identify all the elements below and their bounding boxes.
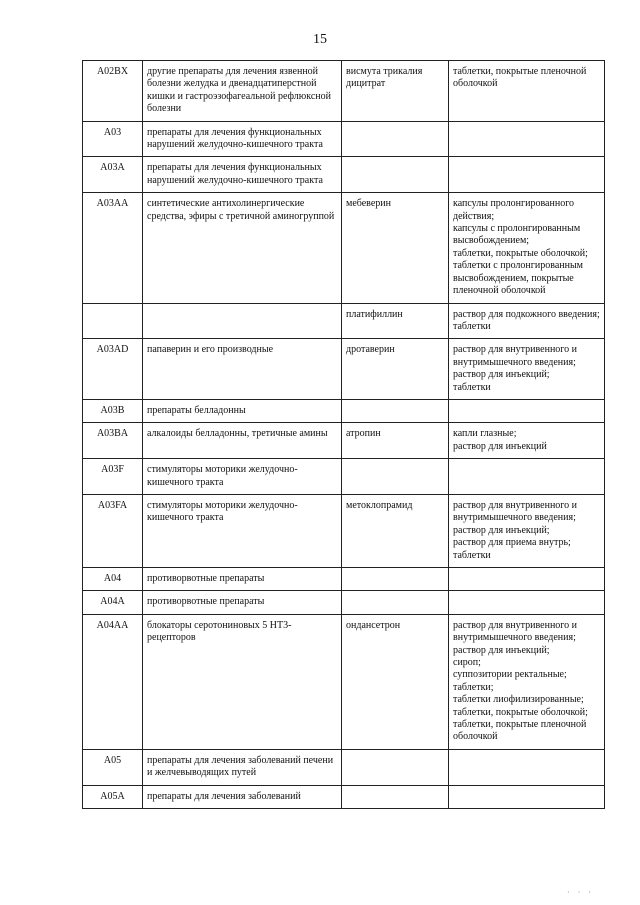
dosage-form-item: раствор для инъекций: [453, 440, 547, 452]
dosage-form-item: капсулы пролонгированного действия;: [453, 198, 575, 222]
dosage-forms-cell: [449, 339, 605, 400]
atc-code-cell: A05: [83, 749, 143, 785]
table-row: [83, 459, 605, 495]
dosage-form-item: таблетки, покрытые оболочкой;: [453, 706, 588, 718]
atc-code-cell: A04AA: [83, 614, 143, 749]
dosage-forms-cell: [449, 399, 605, 422]
dosage-forms-cell: [449, 193, 605, 303]
group-name-cell: препараты белладонны: [143, 399, 342, 422]
dosage-form-item: раствор для инъекций;: [453, 369, 550, 381]
dosage-form-item: раствор для приема внутрь;: [453, 537, 571, 549]
table-row: [83, 399, 605, 422]
substance-cell: висмута трикалия дицитрат: [342, 61, 449, 122]
group-name-cell: противорвотные препараты: [143, 568, 342, 591]
group-name-cell: другие препараты для лечения язвенной болезни желудка и двенадцатиперстной кишки и гастроэзофагеальной рефлюксной болезни: [143, 61, 342, 122]
dosage-forms-cell: [449, 568, 605, 591]
group-name-cell: препараты для лечения заболеваний: [143, 785, 342, 808]
table-row: [83, 193, 605, 303]
group-name-cell: блокаторы серотониновых 5 НТ3-рецепторов: [143, 614, 342, 749]
group-name-cell: стимуляторы моторики желудочно-кишечного тракта: [143, 459, 342, 495]
dosage-forms-cell: [449, 459, 605, 495]
dosage-forms-cell: [449, 785, 605, 808]
dosage-form-item: таблетки, покрытые пленочной оболочкой: [453, 719, 587, 743]
table-row: [83, 423, 605, 459]
table-row: [83, 157, 605, 193]
substance-cell: ондансетрон: [342, 614, 449, 749]
substance-cell: [342, 568, 449, 591]
dosage-form-item: раствор для внутривенного и внутримышечного введения;: [453, 344, 578, 368]
dosage-form-item: таблетки: [453, 549, 491, 561]
table-row: [83, 494, 605, 567]
atc-code-cell: A03AA: [83, 193, 143, 303]
dosage-forms-cell: [449, 61, 605, 122]
substance-cell: атропин: [342, 423, 449, 459]
dosage-form-item: таблетки лиофилизированные;: [453, 694, 584, 706]
substance-cell: дротаверин: [342, 339, 449, 400]
atc-code-cell: A05A: [83, 785, 143, 808]
dosage-form-item: таблетки: [453, 381, 491, 393]
dosage-form-item: таблетки, покрытые пленочной оболочкой: [453, 66, 587, 90]
substance-cell: платифиллин: [342, 303, 449, 339]
table-row: [83, 568, 605, 591]
atc-code-cell: A03FA: [83, 494, 143, 567]
dosage-forms-cell: [449, 121, 605, 157]
substance-cell: [342, 459, 449, 495]
dosage-forms-cell: [449, 614, 605, 749]
atc-code-cell: A04A: [83, 591, 143, 614]
substance-cell: [342, 399, 449, 422]
dosage-forms-cell: [449, 494, 605, 567]
substance-cell: мебеверин: [342, 193, 449, 303]
table-row: [83, 339, 605, 400]
dosage-form-item: таблетки;: [453, 681, 494, 693]
dosage-form-item: раствор для инъекций;: [453, 644, 550, 656]
dosage-forms-cell: [449, 303, 605, 339]
atc-code-cell: [83, 303, 143, 339]
substance-cell: [342, 591, 449, 614]
group-name-cell: стимуляторы моторики желудочно-кишечного тракта: [143, 494, 342, 567]
scan-mark: · · ·: [567, 888, 594, 897]
group-name-cell: препараты для лечения заболеваний печени и желчевыводящих путей: [143, 749, 342, 785]
dosage-form-item: раствор для инъекций;: [453, 524, 550, 536]
dosage-form-item: таблетки с пролонгированным высвобождением, покрытые пленочной оболочкой: [453, 260, 584, 297]
table-row: [83, 614, 605, 749]
dosage-form-item: сироп;: [453, 657, 481, 669]
substance-cell: [342, 121, 449, 157]
table-row: [83, 303, 605, 339]
dosage-form-item: раствор для подкожного введения;: [453, 308, 600, 320]
substance-cell: метоклопрамид: [342, 494, 449, 567]
dosage-form-item: таблетки: [453, 320, 491, 332]
table-row: [83, 61, 605, 122]
atc-code-cell: A03F: [83, 459, 143, 495]
dosage-form-item: суппозитории ректальные;: [453, 669, 567, 681]
group-name-cell: препараты для лечения функциональных нарушений желудочно-кишечного тракта: [143, 157, 342, 193]
substance-cell: [342, 749, 449, 785]
substance-cell: [342, 157, 449, 193]
dosage-form-item: капсулы с пролонгированным высвобождением;: [453, 223, 581, 247]
dosage-form-item: раствор для внутривенного и внутримышечного введения;: [453, 619, 578, 644]
dosage-forms-cell: [449, 423, 605, 459]
table-row: [83, 121, 605, 157]
dosage-form-item: раствор для внутривенного и внутримышечного введения;: [453, 499, 578, 524]
dosage-forms-cell: [449, 591, 605, 614]
atc-code-cell: A04: [83, 568, 143, 591]
page-number: 15: [313, 32, 327, 47]
atc-code-cell: A03BA: [83, 423, 143, 459]
atc-code-cell: A03: [83, 121, 143, 157]
dosage-form-item: капли глазные;: [453, 428, 517, 440]
atc-code-cell: A02BX: [83, 61, 143, 122]
group-name-cell: противорвотные препараты: [143, 591, 342, 614]
group-name-cell: алкалоиды белладонны, третичные амины: [143, 423, 342, 459]
group-name-cell: препараты для лечения функциональных нарушений желудочно-кишечного тракта: [143, 121, 342, 157]
table-row: [83, 749, 605, 785]
group-name-cell: папаверин и его производные: [143, 339, 342, 400]
dosage-forms-cell: [449, 157, 605, 193]
group-name-cell: [143, 303, 342, 339]
atc-code-cell: A03AD: [83, 339, 143, 400]
atc-code-cell: A03B: [83, 399, 143, 422]
table-body: [83, 61, 605, 809]
dosage-forms-cell: [449, 749, 605, 785]
table-row: [83, 591, 605, 614]
table-row: [83, 785, 605, 808]
atc-code-cell: A03A: [83, 157, 143, 193]
group-name-cell: синтетические антихолинергические средства, эфиры с третичной аминогруппой: [143, 193, 342, 303]
substance-cell: [342, 785, 449, 808]
dosage-form-item: таблетки, покрытые оболочкой;: [453, 247, 588, 259]
drug-classification-table: [82, 60, 605, 809]
